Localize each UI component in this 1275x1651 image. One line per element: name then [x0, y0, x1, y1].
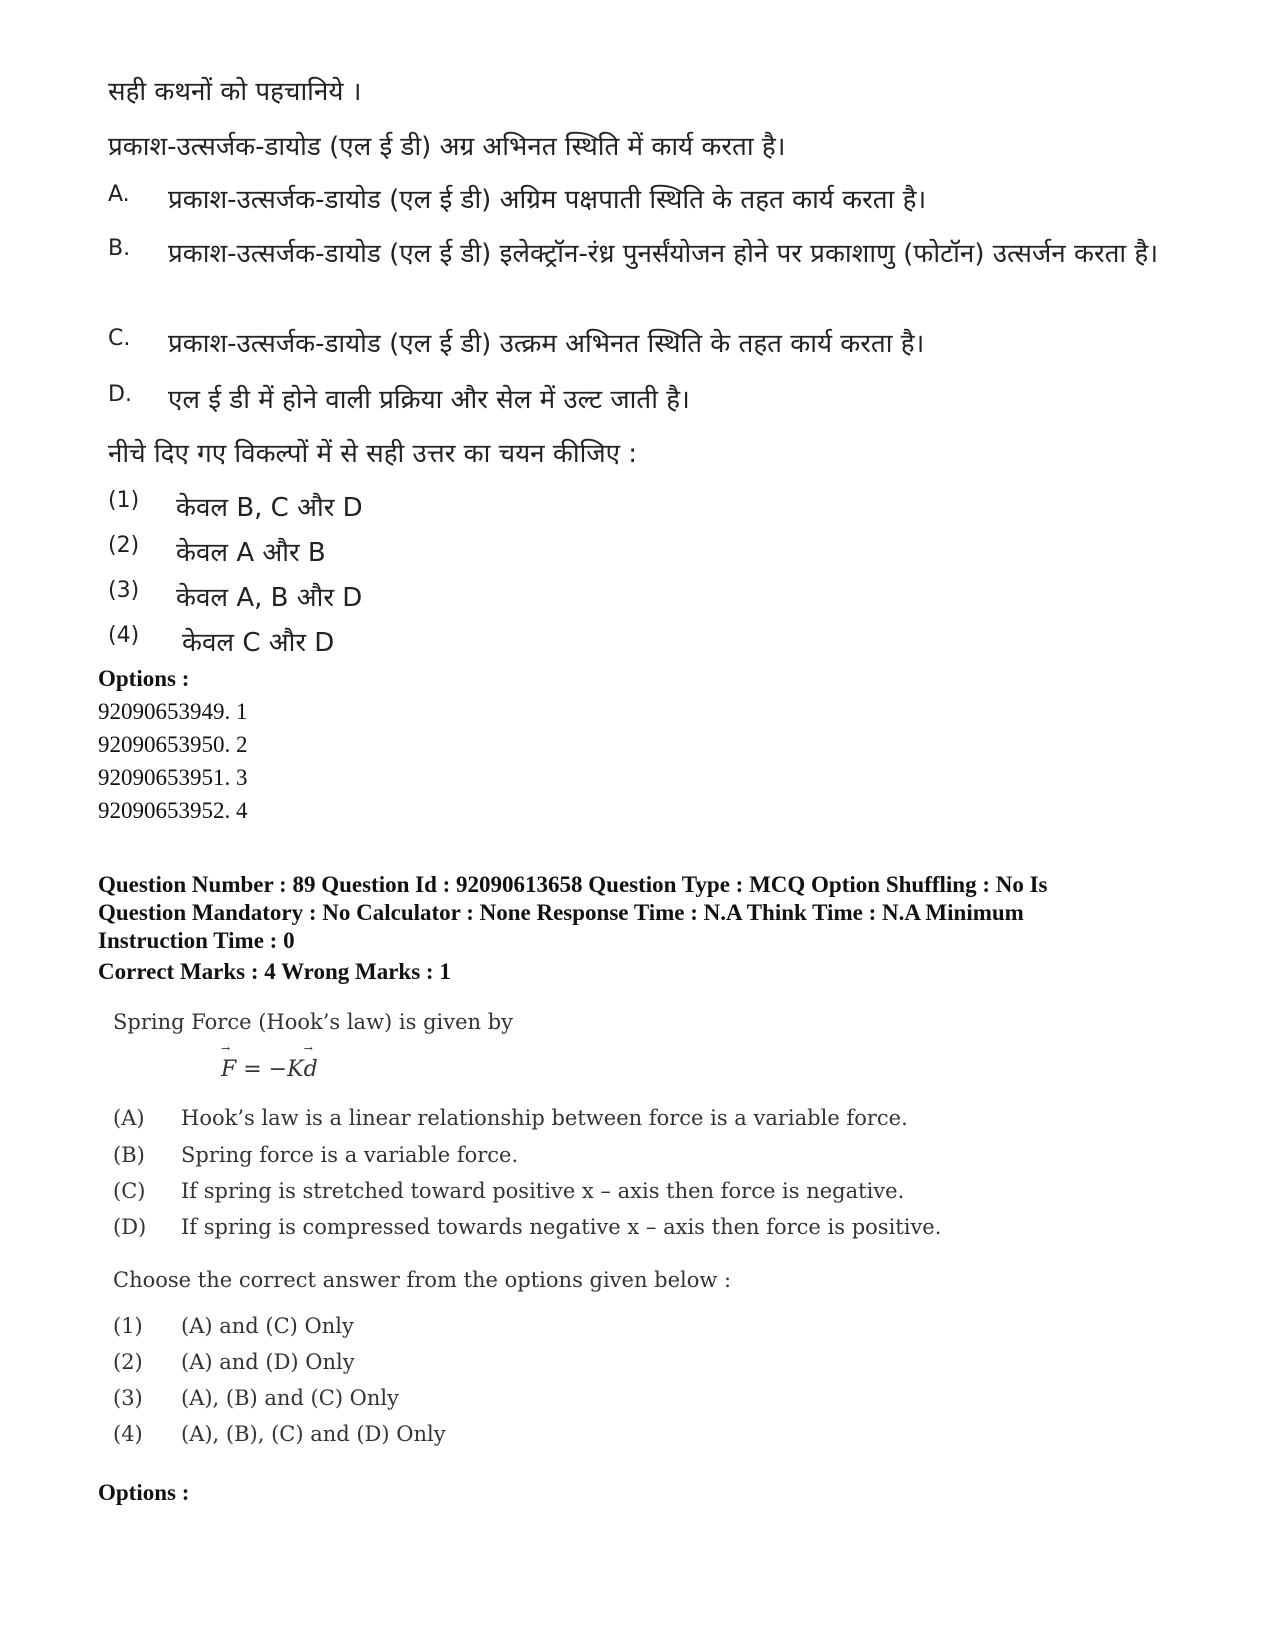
statement-text: एल ई डी में होने वाली प्रक्रिया और सेल में उल्ट जाती है।	[168, 385, 690, 415]
statement-label: A.	[108, 182, 130, 207]
statement-label: (B)	[113, 1143, 145, 1167]
option-number: (1)	[113, 1314, 143, 1338]
option-number: (3)	[108, 578, 140, 603]
option-text: (A) and (D) Only	[181, 1350, 355, 1374]
option-text: केवल B, C और D	[176, 493, 363, 523]
option-number: (3)	[113, 1386, 143, 1410]
option-number: (2)	[108, 533, 140, 558]
hooke-formula	[221, 1057, 318, 1082]
statement-text: Hook’s law is a linear relationship between force is a variable force.	[181, 1106, 908, 1130]
displacement-vector: → d	[304, 1057, 318, 1082]
option-code: 92090653952. 4	[98, 798, 248, 823]
statement-text: Spring force is a variable force.	[181, 1143, 519, 1167]
hindi-choose-text: नीचे दिए गए विकल्पों में से सही उत्तर का चयन कीजिए :	[108, 439, 638, 469]
statement-text: प्रकाश-उत्सर्जक-डायोड (एल ई डी) अग्रिम पक्षपाती स्थिति के तहत कार्य करता है।	[168, 185, 927, 215]
statement-text: प्रकाश-उत्सर्जक-डायोड (एल ई डी) इलेक्ट्रॉन-रंध्र पुनर्संयोजन होने पर प्रकाशाणु (फोटॉन) उत्सर्जन करता है।	[168, 239, 1159, 269]
option-text: केवल A और B	[176, 538, 326, 568]
statement-label: (A)	[113, 1106, 145, 1130]
question-meta-line3: Instruction Time : 0	[98, 928, 295, 953]
option-text: केवल A, B और D	[176, 583, 363, 613]
statement-text: If spring is compressed towards negative x – axis then force is positive.	[181, 1215, 942, 1239]
english-choose-text: Choose the correct answer from the options given below :	[113, 1268, 732, 1292]
option-number: (4)	[108, 623, 140, 648]
statement-label: D.	[108, 382, 132, 407]
options-title: Options :	[98, 666, 190, 691]
hindi-intro-line1: सही कथनों को पहचानिये ।	[108, 77, 362, 107]
option-code: 92090653950. 2	[98, 732, 248, 757]
question-meta-line1: Question Number : 89 Question Id : 92090613658 Question Type : MCQ Option Shuffling : No Is	[98, 872, 1048, 897]
option-number: (1)	[108, 488, 140, 513]
question-meta	[98, 871, 1198, 955]
force-vector: → F	[221, 1057, 236, 1082]
question-marks: Correct Marks : 4 Wrong Marks : 1	[98, 959, 451, 984]
option-code: 92090653951. 3	[98, 765, 248, 790]
option-number: (4)	[113, 1422, 143, 1446]
option-text: केवल C और D	[182, 628, 335, 658]
option-code: 92090653949. 1	[98, 699, 248, 724]
statement-label: B.	[108, 236, 131, 261]
option-text: (A), (B), (C) and (D) Only	[181, 1422, 446, 1446]
option-text: (A), (B) and (C) Only	[181, 1386, 400, 1410]
options-title-2: Options :	[98, 1480, 190, 1505]
english-intro: Spring Force (Hook’s law) is given by	[113, 1010, 514, 1034]
statement-label: (C)	[113, 1179, 146, 1203]
option-number: (2)	[113, 1350, 143, 1374]
hindi-intro-line2: प्रकाश-उत्सर्जक-डायोड (एल ई डी) अग्र अभिनत स्थिति में कार्य करता है।	[108, 132, 786, 162]
statement-label: C.	[108, 326, 131, 351]
statement-text: If spring is stretched toward positive x – axis then force is negative.	[181, 1179, 905, 1203]
formula-equals: = −K	[236, 1057, 304, 1082]
statement-label: (D)	[113, 1215, 147, 1239]
statement-text: प्रकाश-उत्सर्जक-डायोड (एल ई डी) उत्क्रम अभिनत स्थिति के तहत कार्य करता है।	[168, 329, 925, 359]
question-meta-line2: Question Mandatory : No Calculator : None Response Time : N.A Think Time : N.A Minimum	[98, 900, 1024, 925]
option-text: (A) and (C) Only	[181, 1314, 354, 1338]
